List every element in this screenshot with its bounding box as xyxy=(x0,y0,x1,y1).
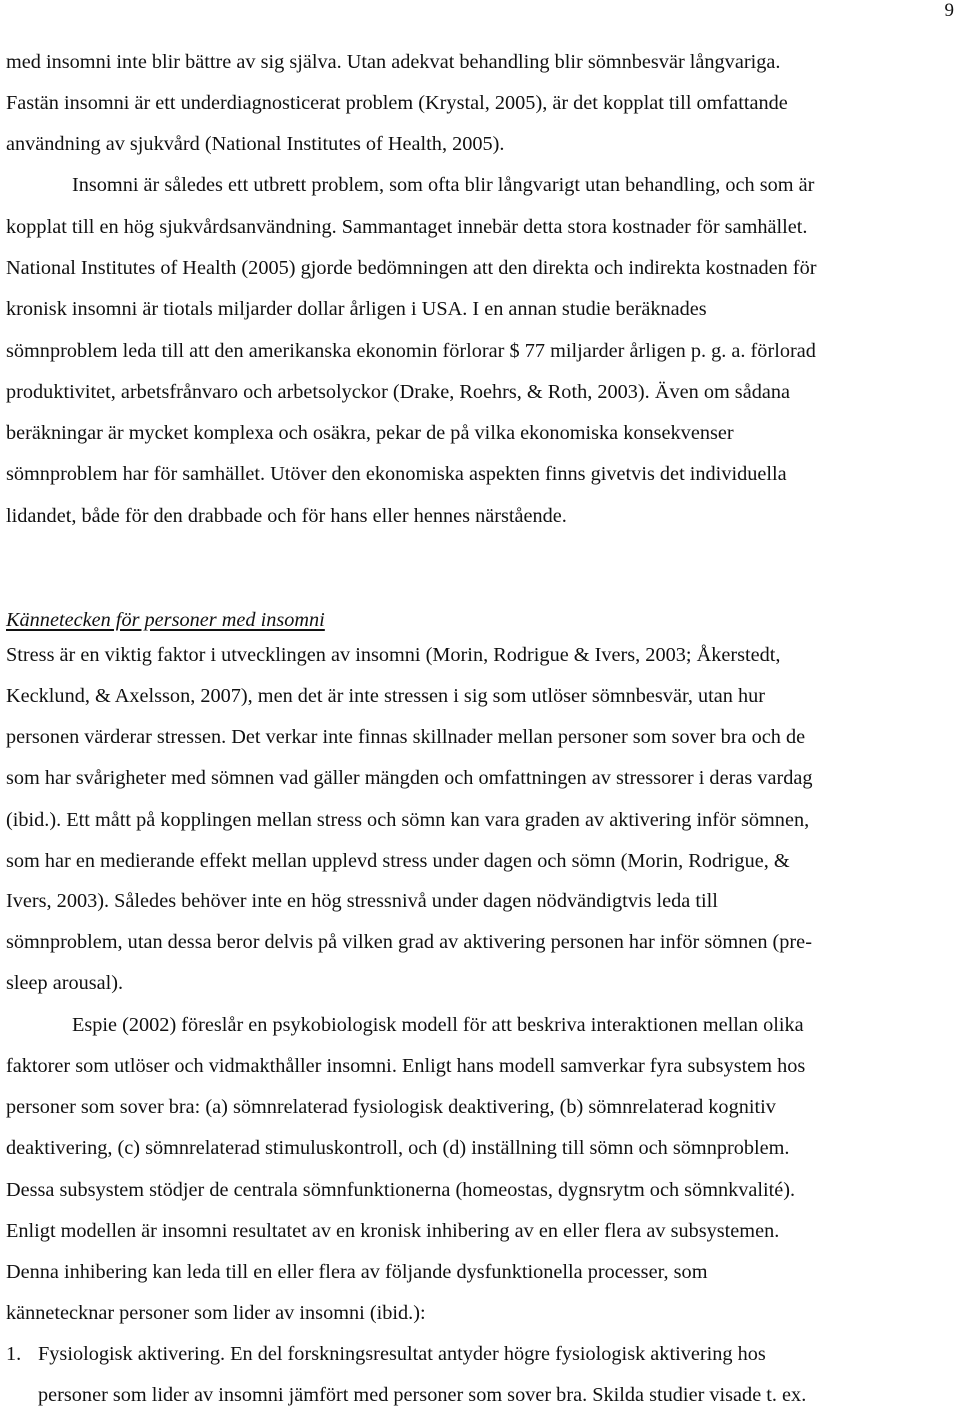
text-line: med insomni inte blir bättre av sig själva. Utan adekvat behandling blir sömnbesvär långvariga. xyxy=(6,51,781,73)
text-line: Kecklund, & Axelsson, 2007), men det är inte stressen i sig som utlöser sömnbesvär, utan hur xyxy=(6,685,766,707)
text-line: Dessa subsystem stödjer de centrala sömnfunktionerna (homeostas, dygnsrytm och sömnkvalité). xyxy=(6,1179,796,1201)
text-line: (ibid.). Ett mått på kopplingen mellan stress och sömn kan vara graden av aktivering inför sömnen, xyxy=(6,809,810,831)
text-line: produktivitet, arbetsfrånvaro och arbetsolyckor (Drake, Roehrs, & Roth, 2003). Även om sådana xyxy=(6,381,790,403)
text-line: Espie (2002) föreslår en psykobiologisk modell för att beskriva interaktionen mellan olika xyxy=(72,1014,804,1036)
text-line: kronisk insomni är tiotals miljarder dollar årligen i USA. I en annan studie beräknades xyxy=(6,298,707,320)
list-item-number: 1. xyxy=(6,1343,22,1365)
text-line: Enligt modellen är insomni resultatet av en kronisk inhibering av en eller flera av subsystemen. xyxy=(6,1220,780,1242)
text-line: Fastän insomni är ett underdiagnosticerat problem (Krystal, 2005), är det kopplat till omfattande xyxy=(6,92,788,114)
page-number: 9 xyxy=(944,0,954,21)
text-line: Denna inhibering kan leda till en eller flera av följande dysfunktionella processer, som xyxy=(6,1261,708,1283)
text-line: Stress är en viktig faktor i utvecklingen av insomni (Morin, Rodrigue & Ivers, 2003; Åkerstedt, xyxy=(6,644,781,666)
text-line: Fysiologisk aktivering. En del forskningsresultat antyder högre fysiologisk aktivering hos xyxy=(38,1343,766,1365)
text-line: deaktivering, (c) sömnrelaterad stimuluskontroll, och (d) inställning till sömn och sömnproblem. xyxy=(6,1137,790,1159)
text-line: sleep arousal). xyxy=(6,972,124,994)
text-line: sömnproblem leda till att den amerikanska ekonomin förlorar $ 77 miljarder årligen p. g. a. förlorad xyxy=(6,340,816,362)
text-line: kännetecknar personer som lider av insomni (ibid.): xyxy=(6,1302,426,1324)
text-line: lidandet, både för den drabbade och för hans eller hennes närstående. xyxy=(6,505,567,527)
text-line: beräkningar är mycket komplexa och osäkra, pekar de på vilka ekonomiska konsekvenser xyxy=(6,422,734,444)
text-line: sömnproblem har för samhället. Utöver den ekonomiska aspekten finns givetvis det individuella xyxy=(6,463,787,485)
text-line: användning av sjukvård (National Institutes of Health, 2005). xyxy=(6,133,505,155)
text-line: Ivers, 2003). Således behöver inte en hög stressnivå under dagen nödvändigtvis leda till xyxy=(6,890,718,912)
text-line: kopplat till en hög sjukvårdsanvändning. Sammantaget innebär detta stora kostnader för samhället. xyxy=(6,216,808,238)
text-line: som har svårigheter med sömnen vad gäller mängden och omfattningen av stressorer i deras vardag xyxy=(6,767,813,789)
text-line: personer som lider av insomni jämfört med personer som sover bra. Skilda studier visade t. ex. xyxy=(38,1384,807,1406)
text-line: personer som sover bra: (a) sömnrelaterad fysiologisk deaktivering, (b) sömnrelaterad kognitiv xyxy=(6,1096,776,1118)
text-line: personen värderar stressen. Det verkar inte finnas skillnader mellan personer som sover bra och de xyxy=(6,726,806,748)
text-line: som har en medierande effekt mellan upplevd stress under dagen och sömn (Morin, Rodrigue, & xyxy=(6,850,790,872)
text-line: faktorer som utlöser och vidmakthåller insomni. Enligt hans modell samverkar fyra subsystem hos xyxy=(6,1055,806,1077)
section-heading: Kännetecken för personer med insomni xyxy=(6,609,325,631)
text-line: sömnproblem, utan dessa beror delvis på vilken grad av aktivering personen har inför sömnen (pre- xyxy=(6,931,812,953)
text-line: National Institutes of Health (2005) gjorde bedömningen att den direkta och indirekta kostnaden för xyxy=(6,257,817,279)
text-line: Insomni är således ett utbrett problem, som ofta blir långvarigt utan behandling, och som är xyxy=(72,174,815,196)
